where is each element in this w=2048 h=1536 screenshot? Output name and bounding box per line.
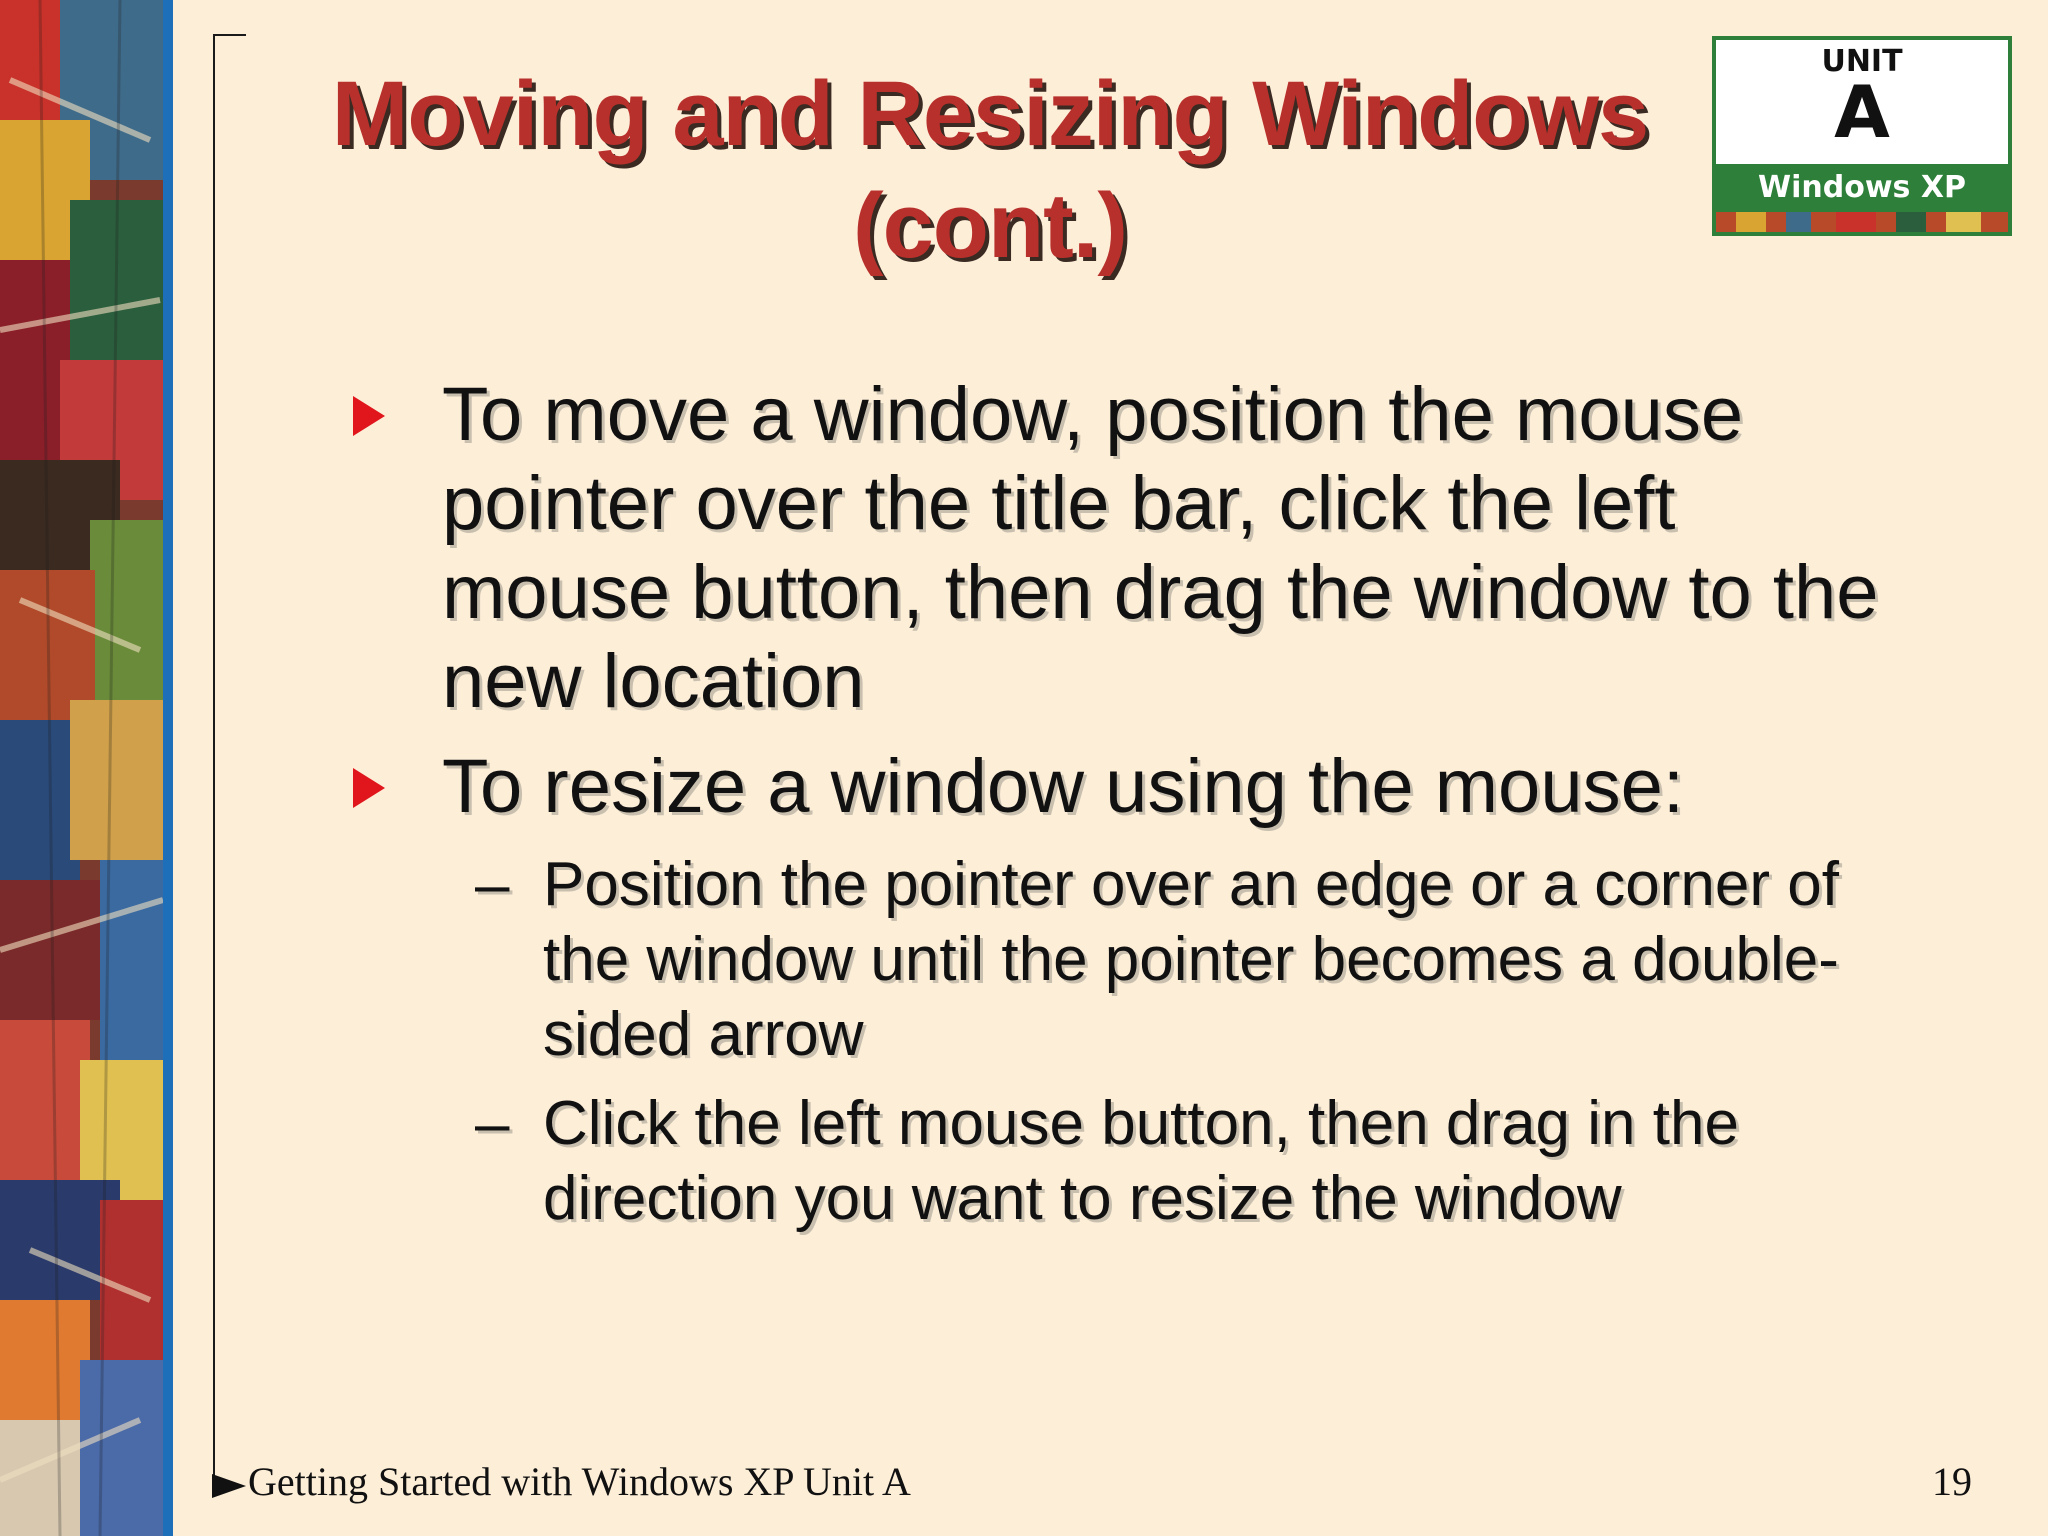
bullet-text: To move a window, position the mouse pointer over the title bar, click the left mouse button, then drag the window to the new location xyxy=(442,372,1879,724)
slide-title xyxy=(240,58,1740,282)
dash-marker: – xyxy=(475,1089,510,1158)
badge-unit-label: UNIT xyxy=(1821,44,1903,79)
page-number: 19 xyxy=(1932,1459,1972,1504)
badge-decorative-strip xyxy=(1716,212,2008,236)
bullet-item xyxy=(340,370,1900,726)
frame-line-top xyxy=(213,34,246,36)
badge-unit-letter: A xyxy=(1834,70,1890,154)
decorative-painting xyxy=(0,0,163,1536)
black-arrow-icon xyxy=(212,1474,246,1498)
unit-badge xyxy=(1712,36,2012,236)
red-triangle-icon xyxy=(353,396,385,436)
side-blue-edge xyxy=(163,0,173,1536)
red-triangle-icon xyxy=(353,768,385,808)
sub-bullet-item xyxy=(340,1086,1900,1236)
sub-bullet-text: Position the pointer over an edge or a corner of the window until the pointer becomes a double-sided arrow xyxy=(543,850,1839,1069)
bullet-text: To resize a window using the mouse: xyxy=(442,744,1684,829)
title-line-1: Moving and Resizing Windows xyxy=(331,63,1649,165)
slide-body xyxy=(340,370,1900,1250)
footer-text: Getting Started with Windows XP Unit A xyxy=(248,1459,911,1504)
badge-product-label: Windows XP xyxy=(1716,164,2008,212)
title-line-2: (cont.) xyxy=(852,175,1128,277)
bullet-item xyxy=(340,742,1900,831)
sub-bullet-item xyxy=(340,847,1900,1072)
frame-line-vertical xyxy=(213,34,215,1486)
dash-marker: – xyxy=(475,850,510,919)
sub-bullet-text: Click the left mouse button, then drag in the direction you want to resize the window xyxy=(543,1089,1739,1233)
